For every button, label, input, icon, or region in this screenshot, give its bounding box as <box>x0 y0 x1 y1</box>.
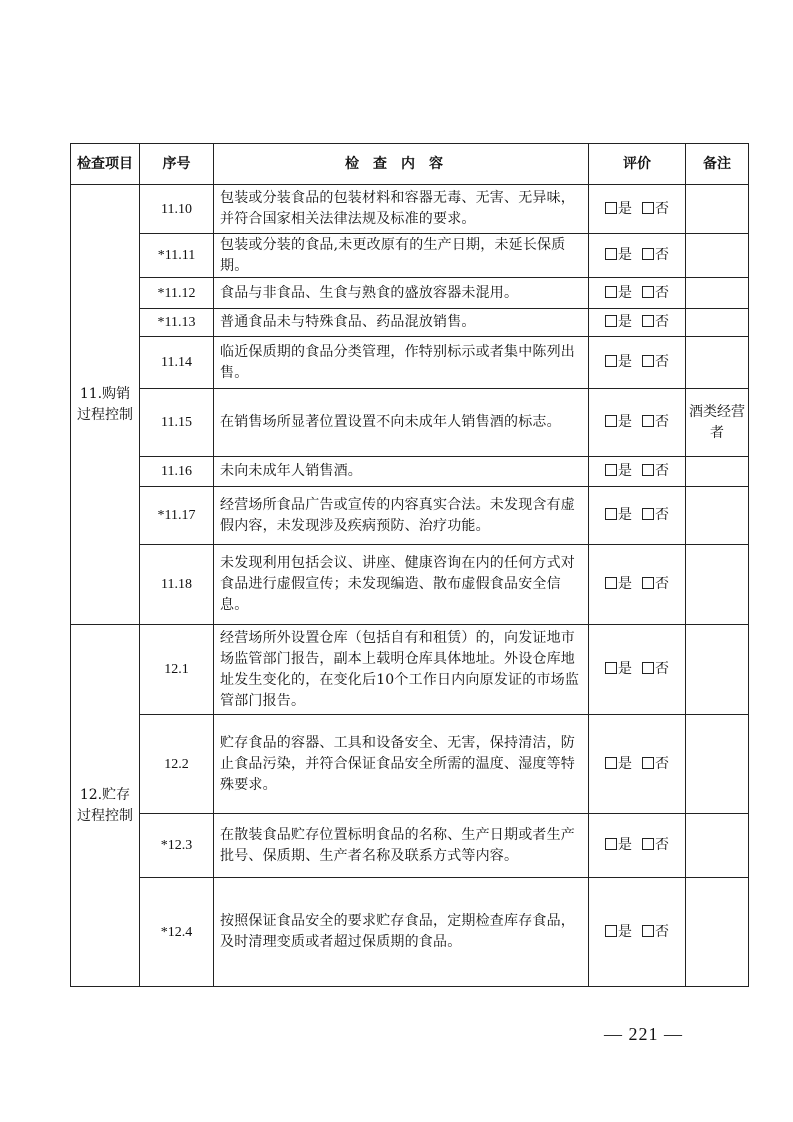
checkbox-no[interactable] <box>642 315 654 327</box>
check-content-cell: 经营场所外设置仓库（包括自有和租赁）的，向发证地市场监管部门报告，副本上载明仓库具体地址。外设仓库地址发生变化的，在变化后10个工作日内向原发证的市场监管部门报告。 <box>214 625 589 715</box>
checkbox-yes[interactable] <box>605 202 617 214</box>
evaluation-cell <box>589 878 686 987</box>
check-content-cell: 经营场所食品广告或宣传的内容真实合法。未发现含有虚假内容，未发现涉及疾病预防、治疗功能。 <box>214 487 589 545</box>
group-label: 12.贮存过程控制 <box>71 625 140 987</box>
header-check-content: 检查内容 <box>214 144 589 185</box>
option-label-yes: 是 <box>618 284 632 301</box>
serial-number-cell: *12.4 <box>140 878 214 987</box>
evaluation-option-no[interactable] <box>642 414 669 430</box>
remarks-cell <box>686 185 749 234</box>
table-row <box>71 545 749 625</box>
option-label-yes: 是 <box>618 247 632 263</box>
evaluation-option-no[interactable] <box>642 576 669 592</box>
remarks-cell <box>686 814 749 878</box>
serial-number-cell: *11.11 <box>140 234 214 278</box>
checkbox-yes[interactable] <box>605 757 617 769</box>
table-header-row <box>71 144 749 185</box>
serial-number-cell: 12.1 <box>140 625 214 715</box>
serial-number-cell: *11.17 <box>140 487 214 545</box>
table-row <box>71 878 749 987</box>
option-label-no: 否 <box>655 576 669 592</box>
header-check-item: 检查项目 <box>71 144 140 185</box>
evaluation-option-no[interactable] <box>642 285 669 301</box>
option-label-no: 否 <box>655 314 669 330</box>
serial-number-cell: 11.16 <box>140 457 214 487</box>
serial-number-cell: *11.13 <box>140 309 214 337</box>
evaluation-option-yes[interactable] <box>605 354 632 370</box>
remarks-cell <box>686 337 749 389</box>
checkbox-no[interactable] <box>642 202 654 214</box>
checkbox-no[interactable] <box>642 355 654 367</box>
table-row <box>71 487 749 545</box>
option-label-yes: 是 <box>618 755 632 772</box>
check-content-cell: 临近保质期的食品分类管理，作特别标示或者集中陈列出售。 <box>214 337 589 389</box>
evaluation-cell <box>589 389 686 457</box>
option-label-no: 否 <box>655 463 669 479</box>
evaluation-cell <box>589 545 686 625</box>
checkbox-no[interactable] <box>642 757 654 769</box>
table-row <box>71 309 749 337</box>
option-label-no: 否 <box>655 507 669 523</box>
checkbox-yes[interactable] <box>605 577 617 589</box>
table-row <box>71 185 749 234</box>
check-content-cell: 普通食品未与特殊食品、药品混放销售。 <box>214 309 589 337</box>
evaluation-option-yes[interactable] <box>605 756 632 772</box>
evaluation-option-yes[interactable] <box>605 661 632 677</box>
checkbox-yes[interactable] <box>605 248 617 260</box>
evaluation-option-yes[interactable] <box>605 201 632 217</box>
remarks-cell <box>686 878 749 987</box>
table-row <box>71 715 749 814</box>
option-label-no: 否 <box>655 414 669 430</box>
evaluation-option-yes[interactable] <box>605 924 632 940</box>
evaluation-option-yes[interactable] <box>605 576 632 592</box>
check-content-cell: 包装或分装的食品,未更改原有的生产日期，未延长保质期。 <box>214 234 589 278</box>
serial-number-cell: 11.10 <box>140 185 214 234</box>
check-content-cell: 未发现利用包括会议、讲座、健康咨询在内的任何方式对食品进行虚假宣传；未发现编造、散布虚假食品安全信息。 <box>214 545 589 625</box>
option-label-yes: 是 <box>618 314 632 330</box>
remarks-cell <box>686 715 749 814</box>
remarks-cell <box>686 278 749 309</box>
option-label-no: 否 <box>655 923 669 940</box>
checkbox-yes[interactable] <box>605 415 617 427</box>
table-row <box>71 278 749 309</box>
option-label-yes: 是 <box>618 661 632 677</box>
checkbox-yes[interactable] <box>605 662 617 674</box>
evaluation-cell <box>589 185 686 234</box>
option-label-yes: 是 <box>618 463 632 479</box>
checkbox-yes[interactable] <box>605 925 617 937</box>
evaluation-option-no[interactable] <box>642 507 669 523</box>
check-content-cell: 食品与非食品、生食与熟食的盛放容器未混用。 <box>214 278 589 309</box>
table-body <box>71 185 749 987</box>
remarks-cell: 酒类经营者 <box>686 389 749 457</box>
check-content-cell: 贮存食品的容器、工具和设备安全、无害，保持清洁，防止食品污染，并符合保证食品安全所需的温度、湿度等特殊要求。 <box>214 715 589 814</box>
option-label-no: 否 <box>655 837 669 853</box>
checkbox-no[interactable] <box>642 925 654 937</box>
group-label: 11.购销过程控制 <box>71 185 140 625</box>
option-label-no: 否 <box>655 755 669 772</box>
table-row <box>71 625 749 715</box>
evaluation-option-yes[interactable] <box>605 837 632 853</box>
option-label-no: 否 <box>655 200 669 217</box>
evaluation-cell <box>589 278 686 309</box>
checkbox-yes[interactable] <box>605 315 617 327</box>
checkbox-no[interactable] <box>642 415 654 427</box>
serial-number-cell: 12.2 <box>140 715 214 814</box>
evaluation-option-yes[interactable] <box>605 285 632 301</box>
remarks-cell <box>686 545 749 625</box>
evaluation-option-no[interactable] <box>642 463 669 479</box>
evaluation-option-no[interactable] <box>642 354 669 370</box>
evaluation-cell <box>589 234 686 278</box>
table-row <box>71 457 749 487</box>
evaluation-option-yes[interactable] <box>605 314 632 330</box>
option-label-no: 否 <box>655 354 669 370</box>
checkbox-no[interactable] <box>642 464 654 476</box>
evaluation-option-no[interactable] <box>642 314 669 330</box>
evaluation-option-yes[interactable] <box>605 414 632 430</box>
serial-number-cell: 11.15 <box>140 389 214 457</box>
evaluation-cell <box>589 814 686 878</box>
table-row <box>71 814 749 878</box>
inspection-checklist-table <box>70 143 749 987</box>
remarks-cell <box>686 234 749 278</box>
remarks-cell <box>686 487 749 545</box>
remarks-cell <box>686 625 749 715</box>
check-content-cell: 按照保证食品安全的要求贮存食品，定期检查库存食品，及时清理变质或者超过保质期的食品。 <box>214 878 589 987</box>
evaluation-cell <box>589 309 686 337</box>
checkbox-yes[interactable] <box>605 838 617 850</box>
evaluation-cell <box>589 457 686 487</box>
evaluation-option-no[interactable] <box>642 247 669 263</box>
evaluation-option-no[interactable] <box>642 837 669 853</box>
evaluation-cell <box>589 715 686 814</box>
option-label-yes: 是 <box>618 354 632 370</box>
evaluation-option-no[interactable] <box>642 756 669 772</box>
option-label-no: 否 <box>655 661 669 677</box>
header-evaluation: 评价 <box>589 144 686 185</box>
option-label-yes: 是 <box>618 414 632 430</box>
check-content-cell: 在销售场所显著位置设置不向未成年人销售酒的标志。 <box>214 389 589 457</box>
serial-number-cell: *12.3 <box>140 814 214 878</box>
table-row <box>71 234 749 278</box>
checkbox-yes[interactable] <box>605 355 617 367</box>
evaluation-cell <box>589 487 686 545</box>
checkbox-no[interactable] <box>642 662 654 674</box>
option-label-yes: 是 <box>618 507 632 523</box>
checkbox-yes[interactable] <box>605 508 617 520</box>
serial-number-cell: *11.12 <box>140 278 214 309</box>
evaluation-option-no[interactable] <box>642 201 669 217</box>
check-content-cell: 包装或分装食品的包装材料和容器无毒、无害、无异味，并符合国家相关法律法规及标准的要求。 <box>214 185 589 234</box>
evaluation-option-no[interactable] <box>642 661 669 677</box>
option-label-no: 否 <box>655 284 669 301</box>
check-content-cell: 在散装食品贮存位置标明食品的名称、生产日期或者生产批号、保质期、生产者名称及联系方式等内容。 <box>214 814 589 878</box>
evaluation-option-yes[interactable] <box>605 463 632 479</box>
option-label-yes: 是 <box>618 923 632 940</box>
checkbox-no[interactable] <box>642 577 654 589</box>
option-label-yes: 是 <box>618 576 632 592</box>
evaluation-cell <box>589 337 686 389</box>
checkbox-no[interactable] <box>642 286 654 298</box>
remarks-cell <box>686 309 749 337</box>
checkbox-yes[interactable] <box>605 286 617 298</box>
evaluation-option-no[interactable] <box>642 924 669 940</box>
evaluation-option-yes[interactable] <box>605 247 632 263</box>
header-remarks: 备注 <box>686 144 749 185</box>
table-row <box>71 337 749 389</box>
serial-number-cell: 11.14 <box>140 337 214 389</box>
serial-number-cell: 11.18 <box>140 545 214 625</box>
remarks-cell <box>686 457 749 487</box>
evaluation-option-yes[interactable] <box>605 507 632 523</box>
page-number: — 221 — <box>604 1024 683 1044</box>
option-label-yes: 是 <box>618 200 632 217</box>
table-row <box>71 389 749 457</box>
option-label-no: 否 <box>655 247 669 263</box>
checkbox-no[interactable] <box>642 248 654 260</box>
evaluation-cell <box>589 625 686 715</box>
checkbox-no[interactable] <box>642 838 654 850</box>
header-serial-number: 序号 <box>140 144 214 185</box>
checkbox-yes[interactable] <box>605 464 617 476</box>
option-label-yes: 是 <box>618 837 632 853</box>
check-content-cell: 未向未成年人销售酒。 <box>214 457 589 487</box>
checkbox-no[interactable] <box>642 508 654 520</box>
